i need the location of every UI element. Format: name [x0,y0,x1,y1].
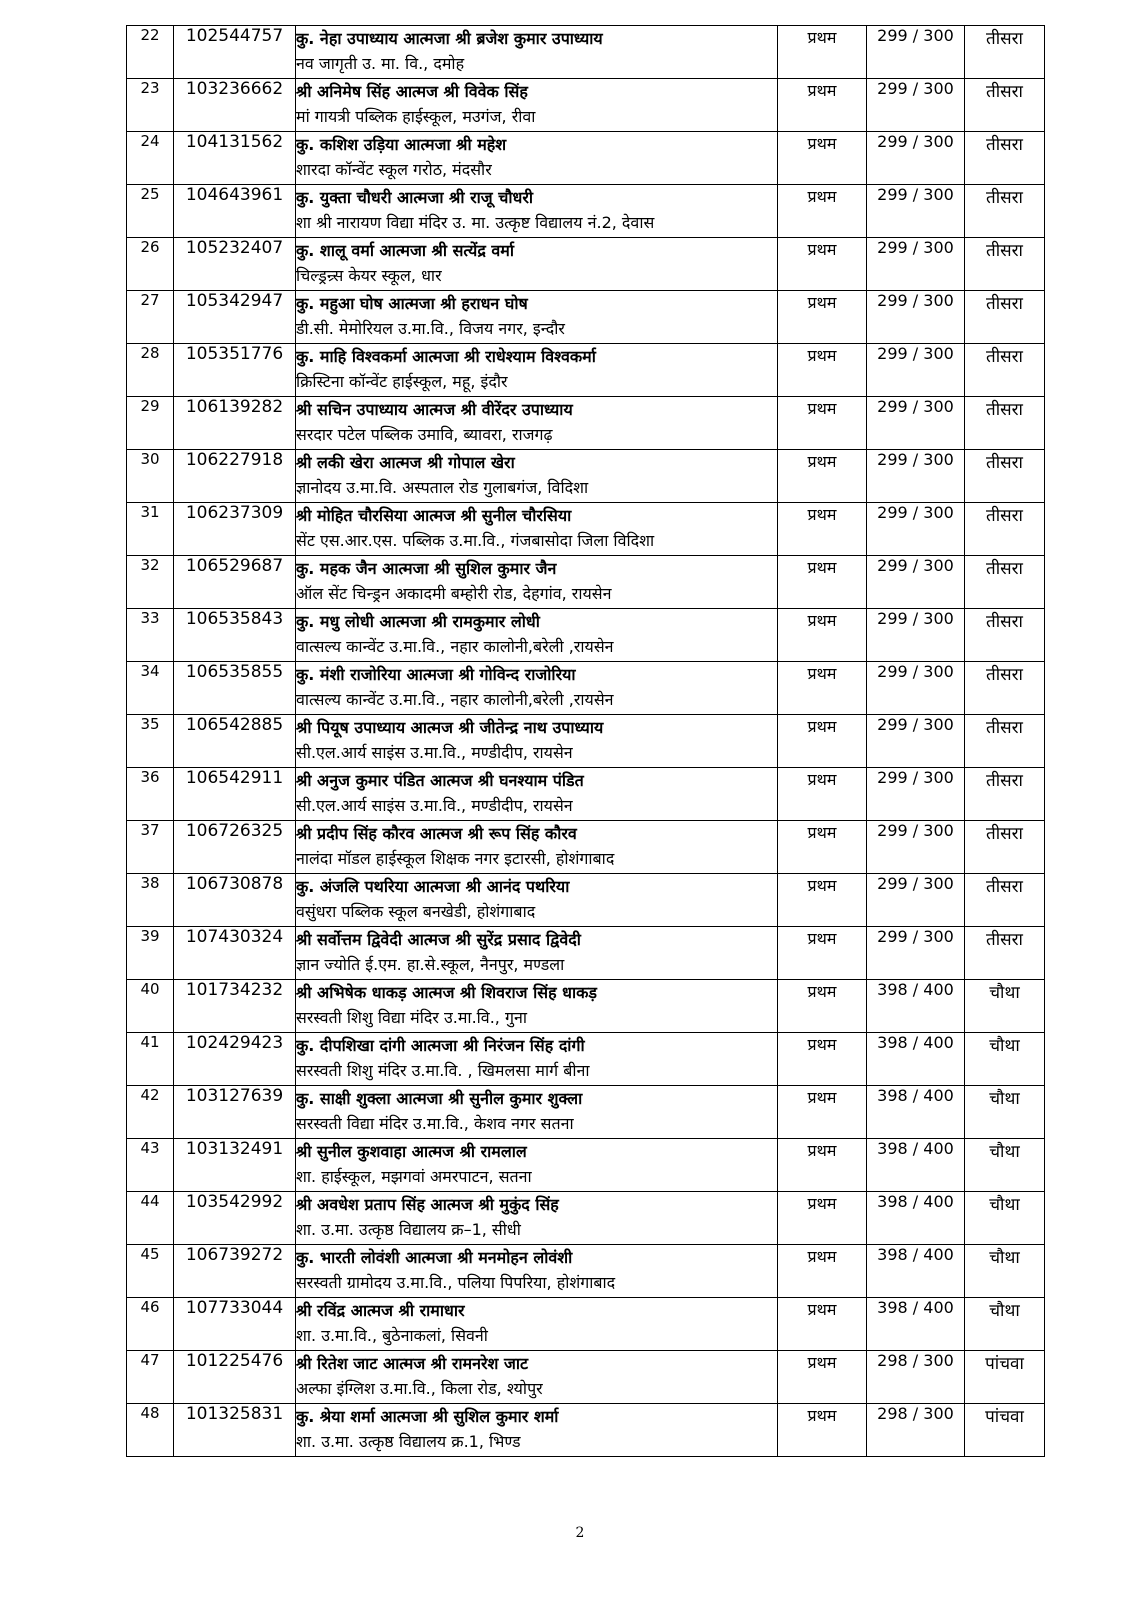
division-cell: प्रथम [778,1298,867,1351]
serial-number-cell: 32 [127,556,174,609]
division-cell: प्रथम [778,980,867,1033]
table-row [127,662,1045,715]
student-cell [296,1404,778,1457]
marks-cell: 398 / 400 [867,1086,965,1139]
rank-cell: तीसरा [965,874,1045,927]
marks-cell: 299 / 300 [867,397,965,450]
marks-cell: 398 / 400 [867,1298,965,1351]
school-name: ज्ञानोदय उ.मा.वि. अस्पताल रोड गुलाबगंज, विदिशा [296,478,589,497]
marks-cell: 299 / 300 [867,26,965,79]
serial-number-cell: 37 [127,821,174,874]
student-cell [296,609,778,662]
marks-cell: 299 / 300 [867,821,965,874]
marks-cell: 398 / 400 [867,1033,965,1086]
serial-number-cell: 34 [127,662,174,715]
rank-cell: तीसरा [965,450,1045,503]
roll-number-cell: 106139282 [174,397,296,450]
table-row [127,874,1045,927]
student-name: कु. श्रेया शर्मा आत्मजा श्री सुशिल कुमार शर्मा [296,1407,559,1426]
marks-cell: 299 / 300 [867,79,965,132]
marks-cell: 299 / 300 [867,556,965,609]
marks-cell: 299 / 300 [867,450,965,503]
division-cell: प्रथम [778,503,867,556]
student-name: कु. महुआ घोष आत्मजा श्री हराधन घोष [296,294,528,313]
marks-cell: 298 / 300 [867,1404,965,1457]
division-cell: प्रथम [778,291,867,344]
student-cell [296,79,778,132]
division-cell: प्रथम [778,927,867,980]
student-name: कु. मंशी राजोरिया आत्मजा श्री गोविन्द राजोरिया [296,665,576,684]
rank-cell: तीसरा [965,556,1045,609]
student-name: श्री सर्वोत्तम द्विवेदी आत्मज श्री सुरेंद्र प्रसाद द्विवेदी [296,930,581,949]
page-number: 2 [575,1525,585,1541]
table-row [127,1086,1045,1139]
results-table [126,25,1045,1457]
table-row [127,609,1045,662]
rank-cell: चौथा [965,1245,1045,1298]
student-name: कु. मधु लोधी आत्मजा श्री रामकुमार लोधी [296,612,540,631]
serial-number-cell: 38 [127,874,174,927]
roll-number-cell: 101734232 [174,980,296,1033]
roll-number-cell: 107733044 [174,1298,296,1351]
rank-cell: तीसरा [965,26,1045,79]
rank-cell: चौथा [965,1086,1045,1139]
school-name: शा श्री नारायण विद्या मंदिर उ. मा. उत्कृष्ट विद्यालय नं.2, देवास [296,213,655,232]
student-cell [296,821,778,874]
serial-number-cell: 25 [127,185,174,238]
student-name: कु. साक्षी शुक्ला आत्मजा श्री सुनील कुमार शुक्ला [296,1089,583,1108]
serial-number-cell: 41 [127,1033,174,1086]
marks-cell: 298 / 300 [867,1351,965,1404]
division-cell: प्रथम [778,79,867,132]
marks-cell: 299 / 300 [867,291,965,344]
division-cell: प्रथम [778,185,867,238]
student-cell [296,1033,778,1086]
student-name: श्री अनुज कुमार पंडित आत्मज श्री घनश्याम पंडित [296,771,584,790]
roll-number-cell: 106535843 [174,609,296,662]
serial-number-cell: 39 [127,927,174,980]
school-name: सेंट एस.आर.एस. पब्लिक उ.मा.वि., गंजबासोदा जिला विदिशा [296,531,655,550]
student-cell [296,768,778,821]
school-name: वात्सल्य कान्वेंट उ.मा.वि., नहार कालोनी,बरेली ,रायसेन [296,637,614,656]
division-cell: प्रथम [778,397,867,450]
table-row [127,821,1045,874]
rank-cell: तीसरा [965,503,1045,556]
student-name: कु. महक जैन आत्मजा श्री सुशिल कुमार जैन [296,559,557,578]
division-cell: प्रथम [778,1192,867,1245]
roll-number-cell: 103236662 [174,79,296,132]
student-cell [296,185,778,238]
serial-number-cell: 26 [127,238,174,291]
school-name: सरस्वती शिशु मंदिर उ.मा.वि. , खिमलसा मार्ग बीना [296,1061,590,1080]
rank-cell: तीसरा [965,238,1045,291]
table-row [127,1404,1045,1457]
roll-number-cell: 101225476 [174,1351,296,1404]
roll-number-cell: 106542885 [174,715,296,768]
school-name: ऑल सेंट चिन्ड्रन अकादमी बम्होरी रोड, देहगांव, रायसेन [296,584,612,603]
school-name: शारदा कॉन्वेंट स्कूल गरोठ, मंदसौर [296,160,492,179]
student-name: श्री पियूष उपाध्याय आत्मज श्री जीतेन्द्र नाथ उपाध्याय [296,718,604,737]
school-name: सी.एल.आर्य साइंस उ.मा.वि., मण्डीदीप, रायसेन [296,743,573,762]
student-cell [296,291,778,344]
rank-cell: चौथा [965,980,1045,1033]
table-row [127,503,1045,556]
table-row [127,132,1045,185]
rank-cell: तीसरा [965,185,1045,238]
rank-cell: तीसरा [965,397,1045,450]
school-name: वात्सल्य कान्वेंट उ.मा.वि., नहार कालोनी,बरेली ,रायसेन [296,690,614,709]
division-cell: प्रथम [778,821,867,874]
student-name: श्री अनिमेष सिंह आत्मज श्री विवेक सिंह [296,82,528,101]
rank-cell: तीसरा [965,768,1045,821]
student-name: श्री मोहित चौरसिया आत्मज श्री सुनील चौरसिया [296,506,572,525]
table-row [127,1245,1045,1298]
division-cell: प्रथम [778,609,867,662]
roll-number-cell: 103127639 [174,1086,296,1139]
serial-number-cell: 30 [127,450,174,503]
student-name: कु. भारती लोवंशी आत्मजा श्री मनमोहन लोवंशी [296,1248,573,1267]
table-row [127,980,1045,1033]
student-cell [296,1298,778,1351]
student-cell [296,874,778,927]
division-cell: प्रथम [778,1245,867,1298]
roll-number-cell: 106227918 [174,450,296,503]
roll-number-cell: 103542992 [174,1192,296,1245]
rank-cell: तीसरा [965,821,1045,874]
table-row [127,450,1045,503]
division-cell: प्रथम [778,874,867,927]
serial-number-cell: 40 [127,980,174,1033]
serial-number-cell: 33 [127,609,174,662]
school-name: अल्फा इंग्लिश उ.मा.वि., किला रोड, श्योपुर [296,1379,543,1398]
student-name: कु. दीपशिखा दांगी आत्मजा श्री निरंजन सिंह दांगी [296,1036,585,1055]
marks-cell: 398 / 400 [867,1245,965,1298]
rank-cell: तीसरा [965,662,1045,715]
roll-number-cell: 106529687 [174,556,296,609]
rank-cell: तीसरा [965,344,1045,397]
student-cell [296,1139,778,1192]
table-row [127,291,1045,344]
school-name: डी.सी. मेमोरियल उ.मा.वि., विजय नगर, इन्दौर [296,319,565,338]
table-row [127,185,1045,238]
rank-cell: तीसरा [965,291,1045,344]
roll-number-cell: 106739272 [174,1245,296,1298]
table-row [127,1298,1045,1351]
roll-number-cell: 104131562 [174,132,296,185]
school-name: वसुंधरा पब्लिक स्कूल बनखेडी, होशंगाबाद [296,902,536,921]
student-name: श्री अभिषेक धाकड़ आत्मज श्री शिवराज सिंह धाकड़ [296,983,597,1002]
student-cell [296,503,778,556]
school-name: सरस्वती शिशु विद्या मंदिर उ.मा.वि., गुना [296,1008,527,1027]
school-name: शा. उ.मा. उत्कृष्ठ विद्यालय क्र.1, भिण्ड [296,1432,521,1451]
serial-number-cell: 31 [127,503,174,556]
student-cell [296,1192,778,1245]
division-cell: प्रथम [778,1351,867,1404]
student-name: श्री लकी खेरा आत्मज श्री गोपाल खेरा [296,453,515,472]
student-cell [296,1245,778,1298]
student-cell [296,715,778,768]
student-cell [296,26,778,79]
serial-number-cell: 43 [127,1139,174,1192]
student-cell [296,927,778,980]
roll-number-cell: 107430324 [174,927,296,980]
division-cell: प्रथम [778,132,867,185]
table-row [127,26,1045,79]
student-name: कु. कशिश उड़िया आत्मजा श्री महेश [296,135,507,154]
division-cell: प्रथम [778,344,867,397]
table-row [127,1033,1045,1086]
student-cell [296,980,778,1033]
rank-cell: चौथा [965,1298,1045,1351]
marks-cell: 299 / 300 [867,927,965,980]
rank-cell: पांचवा [965,1351,1045,1404]
rank-cell: चौथा [965,1192,1045,1245]
student-name: श्री रविंद्र आत्मज श्री रामाधार [296,1301,465,1320]
results-table-body [127,26,1045,1457]
division-cell: प्रथम [778,1033,867,1086]
division-cell: प्रथम [778,715,867,768]
marks-cell: 299 / 300 [867,344,965,397]
school-name: सरस्वती विद्या मंदिर उ.मा.वि., केशव नगर सतना [296,1114,574,1133]
marks-cell: 299 / 300 [867,662,965,715]
table-row [127,1139,1045,1192]
roll-number-cell: 106730878 [174,874,296,927]
marks-cell: 299 / 300 [867,609,965,662]
division-cell: प्रथम [778,768,867,821]
roll-number-cell: 106535855 [174,662,296,715]
marks-cell: 299 / 300 [867,185,965,238]
student-name: श्री सचिन उपाध्याय आत्मज श्री वीरेंदर उपाध्याय [296,400,573,419]
roll-number-cell: 105351776 [174,344,296,397]
roll-number-cell: 105232407 [174,238,296,291]
school-name: ज्ञान ज्योति ई.एम. हा.से.स्कूल, नैनपुर, मण्डला [296,955,565,974]
student-cell [296,1086,778,1139]
table-row [127,79,1045,132]
division-cell: प्रथम [778,450,867,503]
rank-cell: तीसरा [965,132,1045,185]
roll-number-cell: 106726325 [174,821,296,874]
marks-cell: 299 / 300 [867,238,965,291]
student-cell [296,662,778,715]
rank-cell: तीसरा [965,715,1045,768]
student-name: कु. शालू वर्मा आत्मजा श्री सत्येंद्र वर्मा [296,241,515,260]
marks-cell: 398 / 400 [867,1192,965,1245]
table-row [127,1192,1045,1245]
student-name: श्री रितेश जाट आत्मज श्री रामनरेश जाट [296,1354,529,1373]
table-row [127,715,1045,768]
student-name: श्री सुनील कुशवाहा आत्मज श्री रामलाल [296,1142,527,1161]
serial-number-cell: 24 [127,132,174,185]
roll-number-cell: 102429423 [174,1033,296,1086]
serial-number-cell: 44 [127,1192,174,1245]
student-cell [296,132,778,185]
serial-number-cell: 23 [127,79,174,132]
roll-number-cell: 104643961 [174,185,296,238]
student-name: कु. नेहा उपाध्याय आत्मजा श्री ब्रजेश कुमार उपाध्याय [296,29,603,48]
serial-number-cell: 45 [127,1245,174,1298]
serial-number-cell: 22 [127,26,174,79]
rank-cell: पांचवा [965,1404,1045,1457]
student-cell [296,450,778,503]
table-row [127,1351,1045,1404]
student-cell [296,344,778,397]
division-cell: प्रथम [778,1086,867,1139]
table-row [127,344,1045,397]
serial-number-cell: 28 [127,344,174,397]
rank-cell: तीसरा [965,609,1045,662]
division-cell: प्रथम [778,238,867,291]
school-name: क्रिस्टिना कॉन्वेंट हाईस्कूल, महू, इंदौर [296,372,508,391]
school-name: नालंदा मॉडल हाईस्कूल शिक्षक नगर इटारसी, होशंगाबाद [296,849,615,868]
marks-cell: 299 / 300 [867,132,965,185]
marks-cell: 299 / 300 [867,715,965,768]
marks-cell: 299 / 300 [867,503,965,556]
student-cell [296,1351,778,1404]
division-cell: प्रथम [778,26,867,79]
rank-cell: तीसरा [965,79,1045,132]
school-name: शा. हाईस्कूल, मझगवां अमरपाटन, सतना [296,1167,532,1186]
student-name: श्री प्रदीप सिंह कौरव आत्मज श्री रूप सिंह कौरव [296,824,577,843]
marks-cell: 398 / 400 [867,980,965,1033]
rank-cell: चौथा [965,1033,1045,1086]
division-cell: प्रथम [778,1404,867,1457]
marks-cell: 299 / 300 [867,874,965,927]
division-cell: प्रथम [778,556,867,609]
table-row [127,768,1045,821]
student-cell [296,238,778,291]
student-name: कु. अंजलि पथरिया आत्मजा श्री आनंद पथरिया [296,877,570,896]
school-name: सी.एल.आर्य साइंस उ.मा.वि., मण्डीदीप, रायसेन [296,796,573,815]
table-row [127,238,1045,291]
serial-number-cell: 48 [127,1404,174,1457]
roll-number-cell: 102544757 [174,26,296,79]
roll-number-cell: 106237309 [174,503,296,556]
school-name: सरदार पटेल पब्लिक उमावि, ब्यावरा, राजगढ़ [296,425,553,444]
roll-number-cell: 106542911 [174,768,296,821]
student-name: श्री अवधेश प्रताप सिंह आत्मज श्री मुकुंद सिंह [296,1195,559,1214]
table-row [127,397,1045,450]
serial-number-cell: 47 [127,1351,174,1404]
school-name: शा. उ.मा.वि., बुठेनाकलां, सिवनी [296,1326,488,1345]
roll-number-cell: 105342947 [174,291,296,344]
division-cell: प्रथम [778,662,867,715]
table-row [127,927,1045,980]
roll-number-cell: 101325831 [174,1404,296,1457]
table-row [127,556,1045,609]
school-name: मां गायत्री पब्लिक हाईस्कूल, मउगंज, रीवा [296,107,536,126]
student-cell [296,397,778,450]
rank-cell: चौथा [965,1139,1045,1192]
school-name: नव जागृती उ. मा. वि., दमोह [296,54,465,73]
marks-cell: 299 / 300 [867,768,965,821]
division-cell: प्रथम [778,1139,867,1192]
student-name: कु. माहि विश्वकर्मा आत्मजा श्री राधेश्याम विश्वकर्मा [296,347,596,366]
serial-number-cell: 29 [127,397,174,450]
serial-number-cell: 36 [127,768,174,821]
school-name: शा. उ.मा. उत्कृष्ठ विद्यालय क्र–1, सीधी [296,1220,521,1239]
student-name: कु. युक्ता चौधरी आत्मजा श्री राजू चौधरी [296,188,534,207]
serial-number-cell: 46 [127,1298,174,1351]
rank-cell: तीसरा [965,927,1045,980]
school-name: सरस्वती ग्रामोदय उ.मा.वि., पलिया पिपरिया, होशंगाबाद [296,1273,616,1292]
serial-number-cell: 42 [127,1086,174,1139]
serial-number-cell: 35 [127,715,174,768]
student-cell [296,556,778,609]
school-name: चिल्ड्रन्र्स केयर स्कूल, धार [296,266,442,285]
roll-number-cell: 103132491 [174,1139,296,1192]
serial-number-cell: 27 [127,291,174,344]
marks-cell: 398 / 400 [867,1139,965,1192]
